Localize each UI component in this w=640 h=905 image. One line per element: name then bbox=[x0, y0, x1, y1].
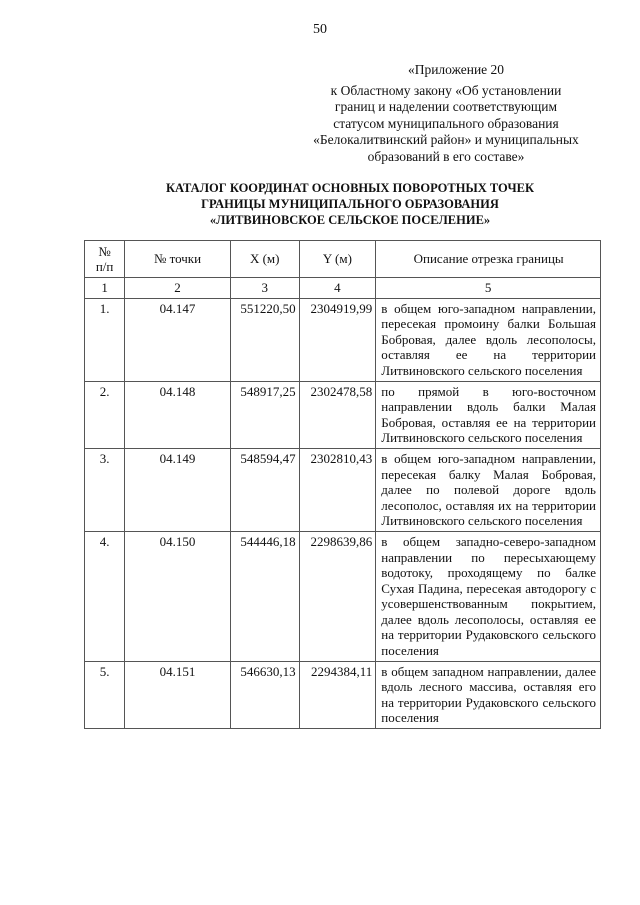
row-x: 546630,13 bbox=[230, 661, 299, 728]
row-y: 2304919,99 bbox=[299, 298, 376, 381]
appendix-line: образований в его составе» bbox=[367, 148, 525, 164]
column-number: 1 bbox=[85, 278, 125, 299]
catalog-title-line: ГРАНИЦЫ МУНИЦИПАЛЬНОГО ОБРАЗОВАНИЯ bbox=[201, 197, 499, 211]
catalog-title-line: КАТАЛОГ КООРДИНАТ ОСНОВНЫХ ПОВОРОТНЫХ ТОЧЕК bbox=[165, 181, 535, 195]
header-description: Описание отрезка границы bbox=[376, 241, 601, 278]
row-x: 551220,50 bbox=[230, 298, 299, 381]
column-number: 2 bbox=[125, 278, 231, 299]
table-row bbox=[85, 661, 601, 728]
coordinates-table bbox=[84, 240, 601, 729]
header-num-line2: п/п bbox=[95, 259, 114, 274]
table-header-row bbox=[85, 241, 601, 278]
row-description: в общем западном направлении, далее вдоль лесного массива, оставляя его на территории Рудаковского сельского поселения bbox=[376, 661, 601, 728]
catalog-title-line: «ЛИТВИНОВСКОЕ СЕЛЬСКОЕ ПОСЕЛЕНИЕ» bbox=[209, 213, 491, 227]
appendix-title: «Приложение 20 bbox=[407, 62, 505, 77]
appendix-line: статусом муниципального образования bbox=[333, 115, 559, 131]
row-number: 1. bbox=[85, 298, 125, 381]
row-point: 04.150 bbox=[125, 531, 231, 661]
column-number: 4 bbox=[299, 278, 376, 299]
table-row bbox=[85, 298, 601, 381]
catalog-title bbox=[60, 180, 640, 228]
header-x: X (м) bbox=[230, 241, 299, 278]
row-y: 2302478,58 bbox=[299, 381, 376, 448]
row-x: 544446,18 bbox=[230, 531, 299, 661]
row-number: 5. bbox=[85, 661, 125, 728]
appendix-line: к Областному закону «Об установлении bbox=[330, 82, 562, 98]
row-y: 2298639,86 bbox=[299, 531, 376, 661]
row-point: 04.149 bbox=[125, 448, 231, 531]
row-number: 2. bbox=[85, 381, 125, 448]
appendix-line: «Белокалитвинский район» и муниципальных bbox=[313, 132, 579, 147]
row-x: 548917,25 bbox=[230, 381, 299, 448]
row-description: в общем западно-северо-западном направлении по пересыхающему водотоку, проходящему по балке Сухая Падина, пересекая автодорогу с усовершенствованным покрытием, далее вдоль лесополосы, оставляя ее на территории Рудаковского сельского поселения bbox=[376, 531, 601, 661]
row-point: 04.148 bbox=[125, 381, 231, 448]
row-description: по прямой в юго-восточном направлении вдоль балки Малая Бобровая, оставляя ее на территории Литвиновского сельского поселения bbox=[376, 381, 601, 448]
header-point: № точки bbox=[125, 241, 231, 278]
row-point: 04.151 bbox=[125, 661, 231, 728]
row-point: 04.147 bbox=[125, 298, 231, 381]
row-y: 2302810,43 bbox=[299, 448, 376, 531]
row-description: в общем юго-западном направлении, пересекая промоину балки Большая Бобровая, далее вдоль лесополосы, оставляя ее на территории Литвиновского сельского поселения bbox=[376, 298, 601, 381]
header-y: Y (м) bbox=[299, 241, 376, 278]
row-number: 3. bbox=[85, 448, 125, 531]
row-number: 4. bbox=[85, 531, 125, 661]
column-number-row bbox=[85, 278, 601, 299]
table-row bbox=[85, 448, 601, 531]
row-y: 2294384,11 bbox=[299, 661, 376, 728]
header-num bbox=[85, 241, 125, 278]
table-row bbox=[85, 381, 601, 448]
table-row bbox=[85, 531, 601, 661]
header-num-line1: № bbox=[98, 244, 111, 259]
appendix-block bbox=[286, 62, 606, 165]
row-x: 548594,47 bbox=[230, 448, 299, 531]
appendix-line: границ и наделении соответствующим bbox=[334, 99, 558, 114]
column-number: 5 bbox=[376, 278, 601, 299]
page-number: 50 bbox=[313, 22, 327, 37]
column-number: 3 bbox=[230, 278, 299, 299]
row-description: в общем юго-западном направлении, пересекая балку Малая Бобровая, далее по полевой дороге вдоль лесополос, оставляя их на территории Литвиновского сельского поселения bbox=[376, 448, 601, 531]
